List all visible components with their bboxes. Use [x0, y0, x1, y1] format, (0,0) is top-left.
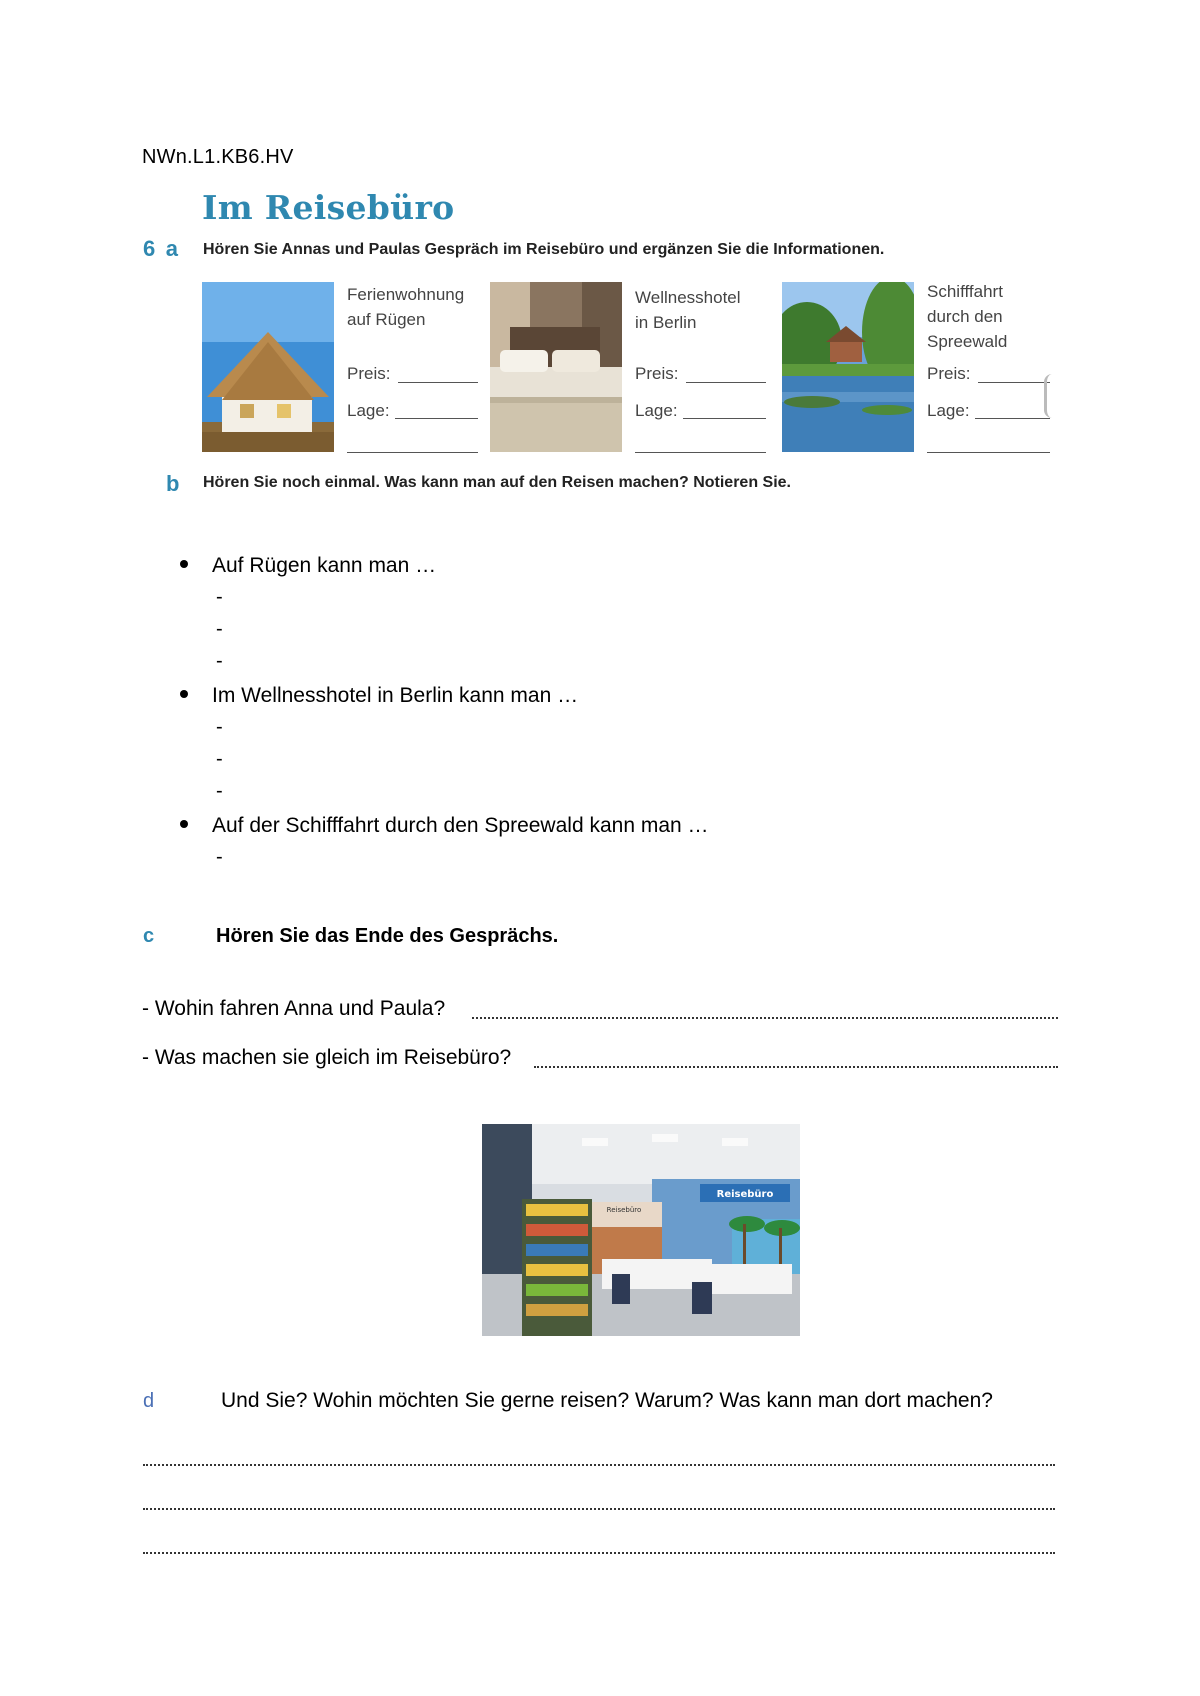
instruction-b: Hören Sie noch einmal. Was kann man auf den Reisen machen? Notieren Sie. — [203, 474, 791, 491]
list-item: Auf Rügen kann man … — [180, 554, 436, 578]
answer-line-2[interactable] — [534, 1066, 1058, 1068]
page-title: Im Reisebüro — [202, 188, 455, 227]
exercise-letter-d: d — [143, 1390, 155, 1412]
document-code: NWn.L1.KB6.HV — [142, 146, 294, 168]
price-answer-line[interactable] — [978, 382, 1050, 383]
bullet-icon — [180, 820, 188, 828]
prompt-d: Und Sie? Wohin möchten Sie gerne reisen? Warum? Was kann man dort machen? — [221, 1389, 993, 1412]
price-label: Preis: — [635, 364, 679, 383]
writing-line-1[interactable] — [143, 1464, 1055, 1466]
instruction-c: Hören Sie das Ende des Gesprächs. — [216, 925, 559, 947]
travel-agency-photo — [482, 1124, 800, 1336]
price-label: Preis: — [927, 364, 971, 383]
answer-dash[interactable]: - — [216, 846, 223, 868]
answer-dash[interactable]: - — [216, 716, 223, 738]
location-answer-line[interactable] — [395, 418, 478, 419]
price-answer-line[interactable] — [686, 382, 766, 383]
location-label: Lage: — [635, 401, 678, 420]
location-label: Lage: — [347, 401, 390, 420]
card-caption: Schifffahrt durch den Spreewald — [927, 282, 1008, 351]
card-ruegen — [202, 282, 482, 454]
location-answer-line[interactable] — [975, 418, 1050, 419]
question-1: - Wohin fahren Anna und Paula? — [142, 997, 446, 1020]
card-caption: Ferienwohnung auf Rügen — [347, 285, 465, 329]
card-berlin — [490, 282, 770, 454]
exercise-letter-c: c — [143, 925, 155, 947]
exercise-6a-label — [143, 236, 178, 262]
wall-text: Reisebüro — [606, 1206, 642, 1214]
location-label: Lage: — [927, 401, 970, 420]
instruction-a: Hören Sie Annas und Paulas Gespräch im Reisebüro und ergänzen Sie die Informationen. — [203, 241, 885, 258]
exercise-number: 6 — [143, 236, 156, 261]
sign-text: Reisebüro — [716, 1189, 774, 1200]
answer-line-1[interactable] — [472, 1017, 1058, 1019]
list-item: Auf der Schifffahrt durch den Spreewald kann man … — [180, 814, 709, 838]
thatched-cottage-photo — [202, 282, 334, 452]
answer-dash[interactable]: - — [216, 586, 223, 608]
writing-line-2[interactable] — [143, 1508, 1055, 1510]
question-2: - Was machen sie gleich im Reisebüro? — [142, 1046, 512, 1069]
list-item: Im Wellnesshotel in Berlin kann man … — [180, 684, 578, 708]
writing-line-3[interactable] — [143, 1552, 1055, 1554]
answer-dash[interactable]: - — [216, 650, 223, 672]
exercise-letter-a: a — [165, 236, 178, 261]
answer-dash[interactable]: - — [216, 748, 223, 770]
card-caption: Wellnesshotel in Berlin — [635, 288, 741, 332]
location-answer-line[interactable] — [683, 418, 766, 419]
hotel-room-photo — [490, 282, 622, 452]
bullet-icon — [180, 560, 188, 568]
page-curl-decoration — [1044, 374, 1055, 418]
card-spreewald — [782, 282, 1057, 454]
exercise-letter-b: b — [166, 471, 180, 496]
price-label: Preis: — [347, 364, 391, 383]
extra-answer-line[interactable] — [635, 452, 766, 453]
price-answer-line[interactable] — [398, 382, 478, 383]
answer-dash[interactable]: - — [216, 780, 223, 802]
bullet-icon — [180, 690, 188, 698]
spreewald-river-photo — [782, 282, 914, 452]
answer-dash[interactable]: - — [216, 618, 223, 640]
extra-answer-line[interactable] — [927, 452, 1050, 453]
extra-answer-line[interactable] — [347, 452, 478, 453]
